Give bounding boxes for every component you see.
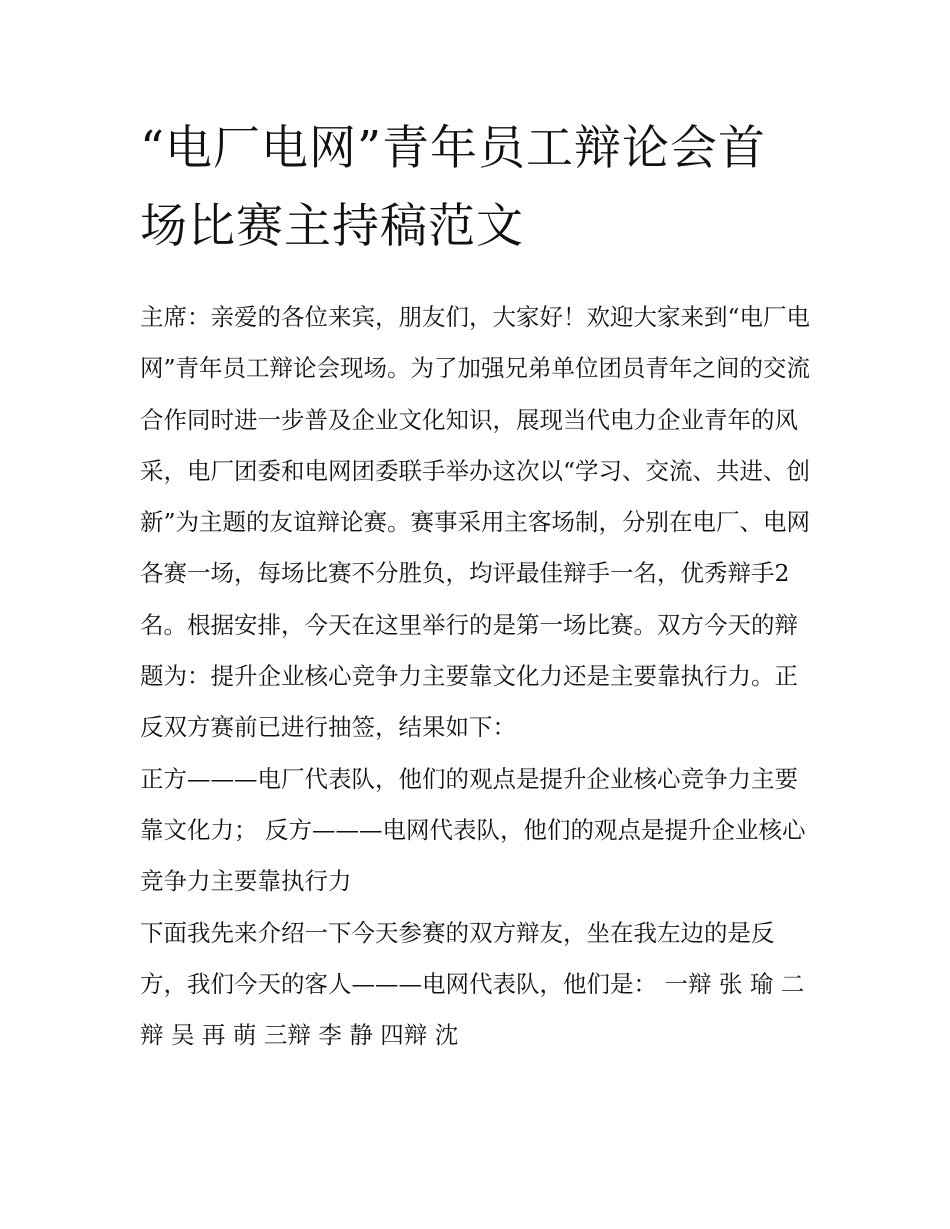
document-body (140, 292, 820, 1061)
paragraph-introductions: 下面我先来介绍一下今天参赛的双方辩友，坐在我左边的是反方，我们今天的客人———电网代表队，他们是： 一辩 张 瑜 二辩 吴 再 萌 三辩 李 静 四辩 沈 (140, 918, 805, 1050)
paragraph-opening: 主席：亲爱的各位来宾，朋友们，大家好！欢迎大家来到“电厂电网”青年员工辩论会现场。为了加强兄弟单位团员青年之间的交流合作同时进一步普及企业文化知识，展现当代电力企业青年的风采，电厂团委和电网团委联手举办这次以“学习、交流、共进、创新”为主题的友谊辩论赛。赛事采用主客场制，分别在电厂、电网各赛一场，每场比赛不分胜负，均评最佳辩手一名，优秀辩手2名。根据安排，今天在这里举行的是第一场比赛。双方今天的辩题为：提升企业核心竞争力主要靠文化力还是主要靠执行力。正反双方赛前已进行抽签，结果如下： (140, 303, 811, 742)
document-page (140, 110, 820, 1061)
document-title: “电厂电网”青年员工辩论会首 场比赛主持稿范文 (140, 121, 767, 254)
paragraph-sides: 正方———电厂代表队，他们的观点是提升企业核心竞争力主要靠文化力； 反方———电网代表队，他们的观点是提升企业核心竞争力主要靠执行力 (140, 764, 806, 896)
